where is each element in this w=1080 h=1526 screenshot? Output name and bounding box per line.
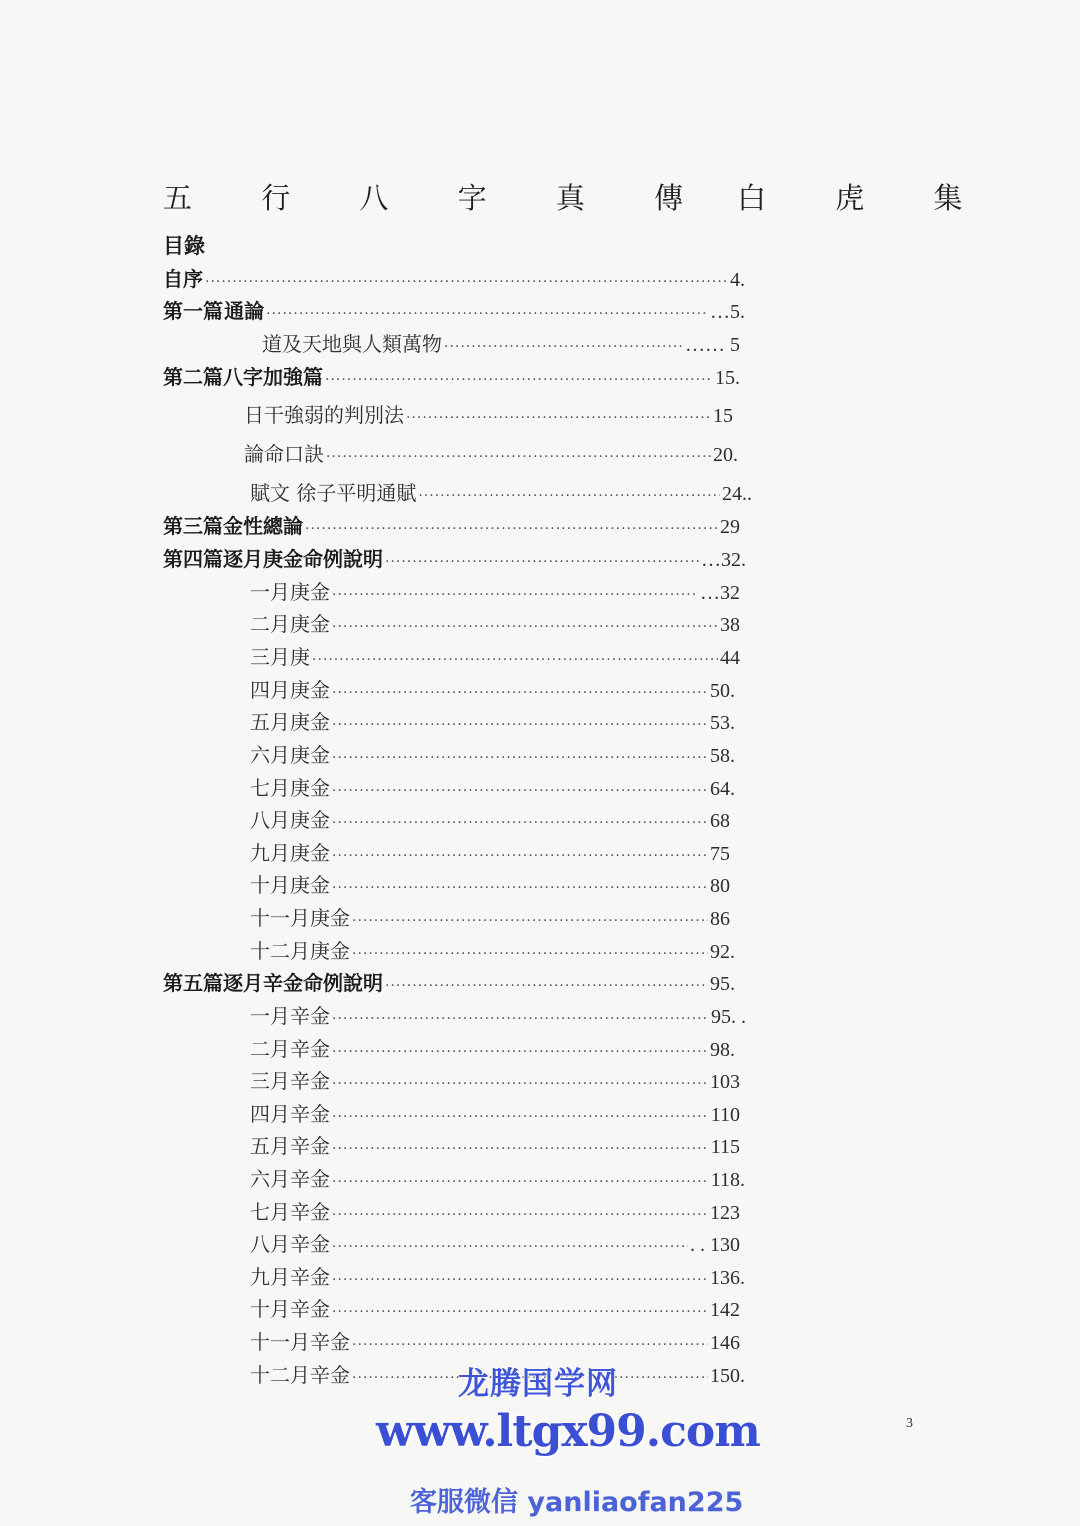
toc-page-number: 80	[710, 875, 730, 897]
toc-page-number: . . 130	[690, 1234, 740, 1256]
toc-leader-dots	[332, 614, 718, 640]
toc-entry	[250, 1036, 735, 1065]
toc-part-number: 第四篇	[163, 547, 223, 571]
toc-entry	[250, 1166, 745, 1195]
toc-entry-label: 三月辛金	[250, 1069, 330, 1093]
toc-leader-dots	[385, 549, 699, 575]
toc-page-number: 68	[710, 810, 730, 832]
toc-entry	[163, 546, 746, 575]
toc-entry	[250, 480, 752, 509]
toc-leader-dots	[444, 334, 683, 360]
toc-entry	[250, 1133, 740, 1162]
book-title	[163, 176, 993, 217]
toc-entry-label: 八字加強篇	[223, 365, 323, 389]
toc-page-number: 58.	[710, 745, 735, 767]
toc-entry	[163, 513, 740, 542]
toc-entry-label: 七月辛金	[250, 1200, 330, 1224]
toc-leader-dots	[332, 1071, 708, 1097]
toc-leader-dots	[332, 1234, 688, 1260]
toc-entry-label: 賦文 徐子平明通賦	[250, 481, 417, 505]
toc-entry	[250, 840, 730, 869]
toc-part-number: 第五篇	[163, 971, 223, 995]
toc-entry-label: 二月庚金	[250, 612, 330, 636]
toc-leader-dots	[332, 1169, 709, 1195]
toc-page-number: 4.	[730, 269, 745, 291]
toc-leader-dots	[332, 582, 698, 608]
toc-leader-dots	[352, 941, 708, 967]
toc-leader-dots	[406, 405, 711, 431]
toc-leader-dots	[325, 367, 713, 393]
toc-leader-dots	[332, 1039, 708, 1065]
toc-entry	[250, 905, 730, 934]
toc-entry-label: 五月辛金	[250, 1134, 330, 1158]
toc-entry	[250, 1264, 745, 1293]
toc-page-number: 20.	[713, 444, 738, 466]
toc-page-number: 75	[710, 843, 730, 865]
toc-leader-dots	[332, 680, 708, 706]
toc-page-number: 24..	[722, 483, 752, 505]
toc-entry-label: 四月辛金	[250, 1102, 330, 1126]
toc-entry	[262, 331, 740, 360]
toc-page-number: 92.	[710, 941, 735, 963]
toc-entry-label: 十一月庚金	[250, 906, 350, 930]
toc-page-number: 95. .	[711, 1006, 746, 1028]
toc-entry	[250, 644, 740, 673]
toc-page-number: 86	[710, 908, 730, 930]
toc-page-number: 103	[710, 1071, 740, 1093]
toc-page-number: 95.	[710, 973, 735, 995]
toc-entry-label: 八月庚金	[250, 808, 330, 832]
toc-entry	[250, 1101, 740, 1130]
toc-entry	[250, 1068, 740, 1097]
toc-entry-label: 通論	[224, 299, 265, 323]
toc-page-number: 29	[720, 516, 740, 538]
toc-entry	[250, 872, 730, 901]
toc-entry-label: 十月辛金	[250, 1297, 330, 1321]
toc-leader-dots	[332, 1006, 709, 1032]
toc-leader-dots	[312, 647, 718, 673]
toc-entry-label: 一月辛金	[250, 1004, 330, 1028]
toc-entry-label: 九月庚金	[250, 841, 330, 865]
toc-entry	[250, 1199, 740, 1228]
toc-entry	[250, 611, 740, 640]
toc-page-number: 98.	[710, 1039, 735, 1061]
toc-entry-label: 十二月庚金	[250, 939, 350, 963]
toc-part-number: 第二篇	[163, 365, 223, 389]
toc-entry	[250, 742, 735, 771]
toc-entry	[250, 1003, 746, 1032]
page-number: 3	[906, 1416, 913, 1431]
toc-entry	[250, 938, 735, 967]
toc-entry	[163, 364, 740, 393]
toc-entry	[163, 298, 745, 327]
toc-entry-label: 十月庚金	[250, 873, 330, 897]
toc-page-number: 150.	[710, 1365, 745, 1387]
toc-entry	[250, 1329, 740, 1358]
watermark-site-name: 龙腾国学网	[458, 1366, 618, 1402]
toc-entry-label: 九月辛金	[250, 1265, 330, 1289]
toc-part-number: 第一篇	[163, 299, 223, 323]
toc-leader-dots	[332, 843, 708, 869]
toc-leader-dots	[332, 1104, 709, 1130]
toc-leader-dots	[266, 301, 708, 327]
toc-entry	[250, 579, 740, 608]
toc-leader-dots	[332, 810, 708, 836]
toc-entry-label: 七月庚金	[250, 776, 330, 800]
toc-entry	[250, 709, 735, 738]
toc-page-number: 115	[710, 1136, 740, 1158]
toc-page-number: 146	[710, 1332, 740, 1354]
toc-entry-label: 十二月辛金	[250, 1363, 350, 1387]
toc-entry-label: 金性總論	[223, 514, 303, 538]
toc-page-number: …32	[700, 582, 740, 604]
toc-leader-dots	[332, 1136, 709, 1162]
toc-entry	[163, 970, 735, 999]
toc-entry-label: 五月庚金	[250, 710, 330, 734]
toc-entry-label: 一月庚金	[250, 580, 330, 604]
toc-page-number: 118.	[710, 1169, 745, 1191]
toc-entry-label: 逐月庚金命例說明	[223, 547, 383, 571]
toc-leader-dots	[418, 483, 720, 509]
toc-leader-dots	[332, 1267, 708, 1293]
toc-leader-dots	[332, 712, 708, 738]
toc-entry	[250, 677, 735, 706]
toc-page-number: 53.	[710, 712, 735, 734]
toc-entry-label: 四月庚金	[250, 678, 330, 702]
toc-page-number: 142	[710, 1299, 740, 1321]
toc-page-number: …32.	[701, 549, 746, 571]
toc-page-number: 136.	[710, 1267, 745, 1289]
toc-leader-dots	[332, 745, 708, 771]
contents-heading: 目錄	[163, 233, 205, 258]
toc-leader-dots	[352, 1332, 708, 1358]
toc-page-number: 38	[720, 614, 740, 636]
toc-entry	[163, 266, 745, 295]
toc-entry-label: 三月庚	[250, 645, 310, 669]
toc-leader-dots	[305, 516, 718, 542]
toc-entry-label: 八月辛金	[250, 1232, 330, 1256]
toc-page-number: 15	[713, 405, 733, 427]
toc-part-number: 第三篇	[163, 514, 223, 538]
toc-page-number: 44	[720, 647, 740, 669]
toc-page-number: 64.	[710, 778, 735, 800]
toc-page-number: 123	[710, 1202, 740, 1224]
toc-entry-label: 十一月辛金	[250, 1330, 350, 1354]
watermark-url: www.ltgx99.com	[376, 1406, 760, 1457]
toc-entry-label: 二月辛金	[250, 1037, 330, 1061]
toc-entry-label: 論命口訣	[244, 442, 324, 466]
toc-entry	[250, 775, 735, 804]
toc-page-number: 15.	[715, 367, 740, 389]
toc-page-number: 50.	[710, 680, 735, 702]
toc-page-number: …… 5	[685, 334, 740, 356]
toc-entry-label: 逐月辛金命例說明	[223, 971, 383, 995]
toc-entry-label: 六月辛金	[250, 1167, 330, 1191]
toc-entry-label: 自序	[163, 267, 203, 291]
toc-leader-dots	[205, 269, 728, 295]
toc-leader-dots	[352, 908, 708, 934]
toc-page-number: …5.	[710, 301, 745, 323]
book-title-volume: 白 虎 集	[737, 181, 993, 215]
toc-entry-label: 六月庚金	[250, 743, 330, 767]
toc-entry-label: 日干強弱的判別法	[244, 403, 404, 427]
toc-entry	[244, 441, 738, 470]
toc-leader-dots	[332, 778, 708, 804]
watermark-contact: 客服微信 yanliaofan225	[410, 1487, 744, 1518]
toc-leader-dots	[332, 875, 708, 901]
toc-page-number: 110	[710, 1104, 740, 1126]
toc-entry-label: 道及天地與人類萬物	[262, 332, 442, 356]
toc-leader-dots	[332, 1202, 708, 1228]
toc-entry	[250, 1296, 740, 1325]
toc-leader-dots	[326, 444, 711, 470]
toc-entry	[244, 402, 733, 431]
toc-leader-dots	[332, 1299, 708, 1325]
toc-leader-dots	[385, 973, 708, 999]
toc-entry	[250, 1231, 740, 1260]
book-title-main: 五 行 八 字 真 傳	[163, 181, 714, 215]
toc-entry	[250, 807, 730, 836]
